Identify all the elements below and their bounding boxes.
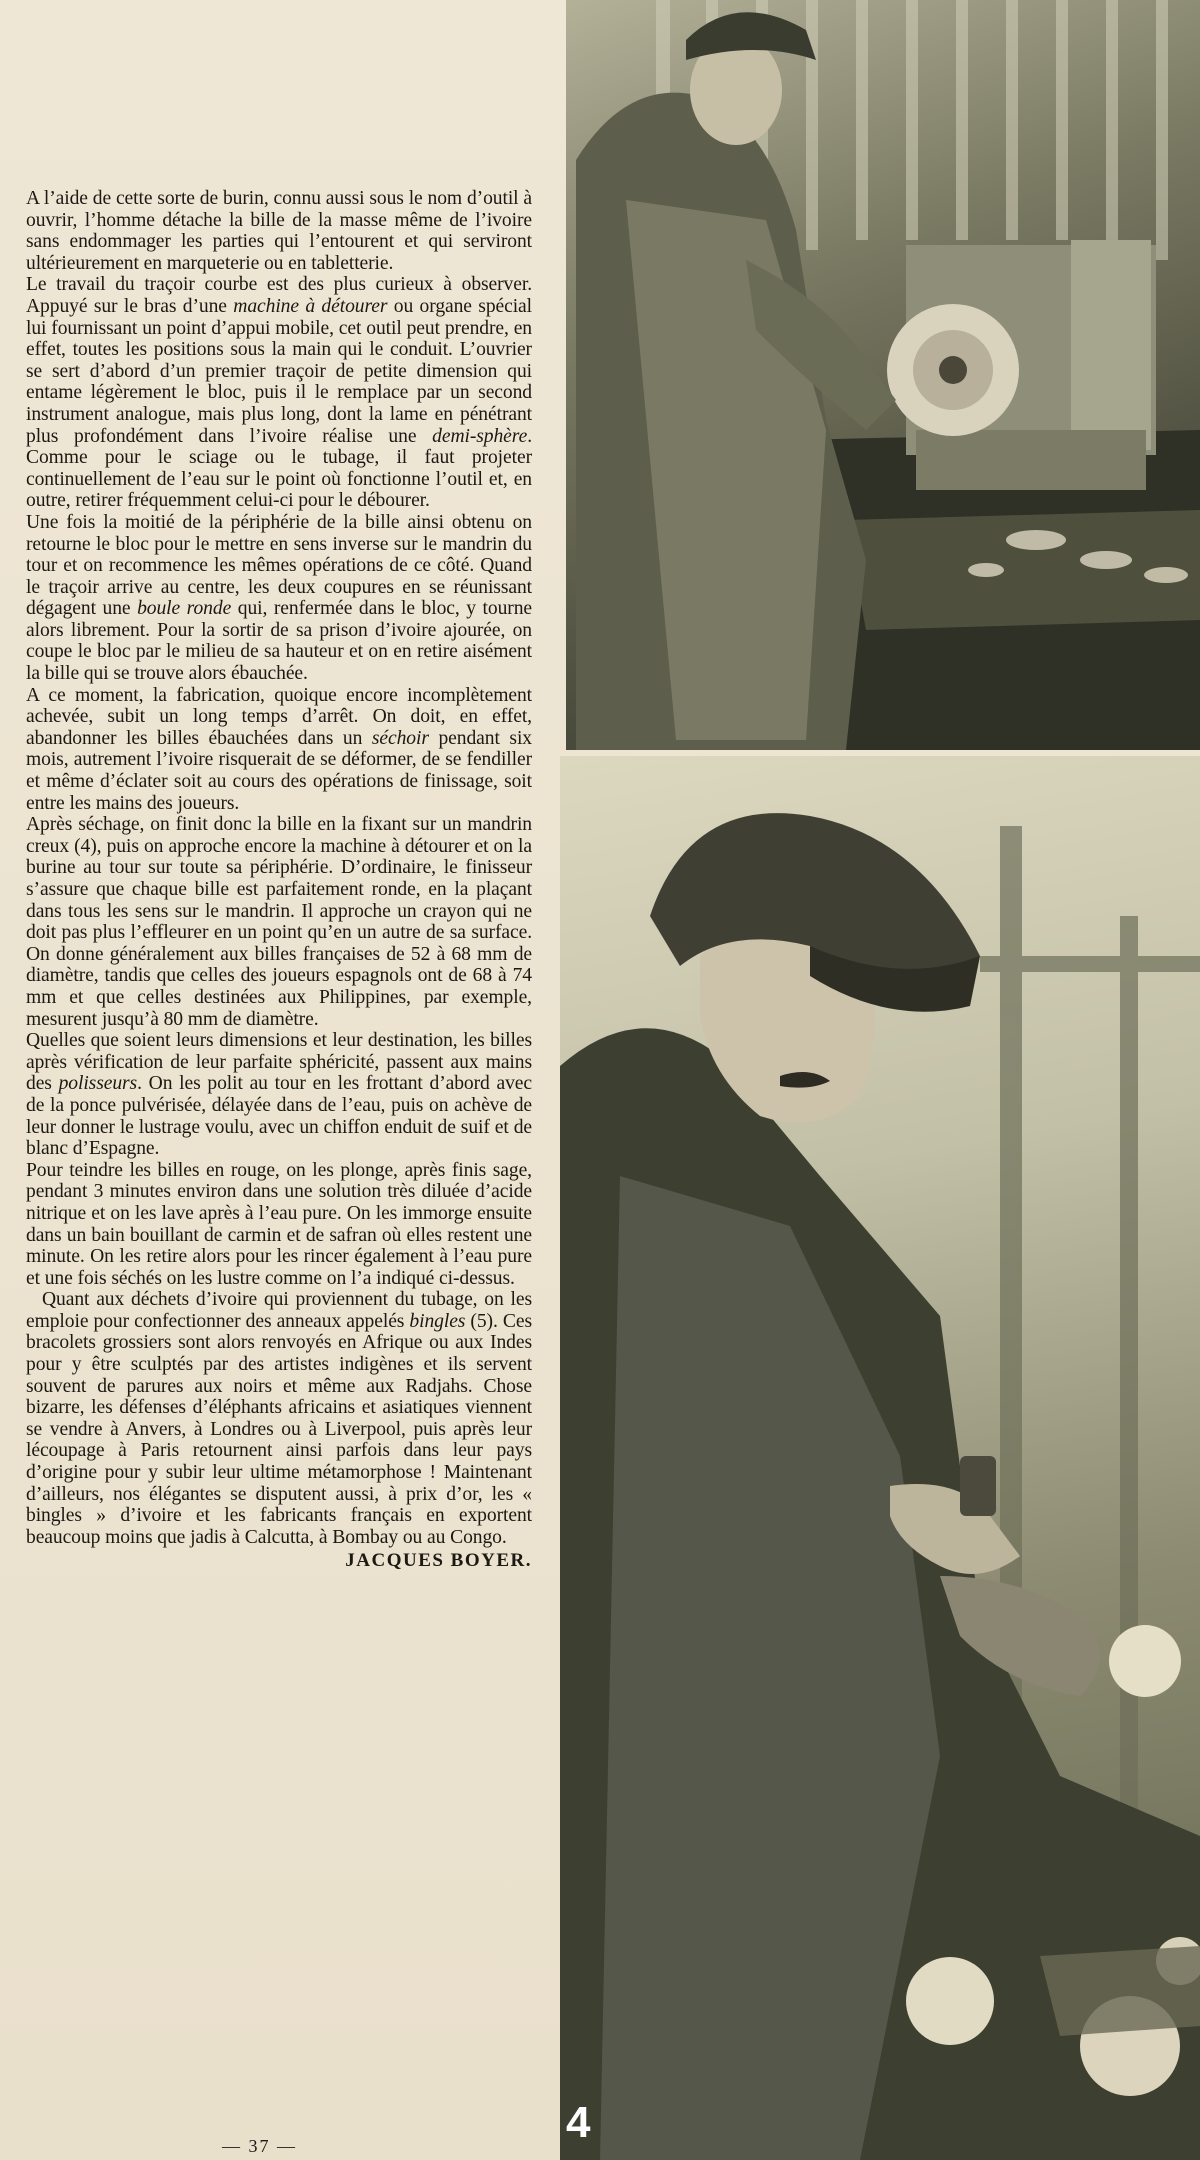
article-text-column	[26, 188, 532, 1572]
article-paragraph	[26, 685, 532, 815]
photo-worker-at-lathe	[566, 0, 1200, 750]
photo-polisher-closeup-image	[560, 756, 1200, 2160]
emphasized-term: demi-sphère	[432, 425, 528, 447]
paragraph-text: Une fois la moitié de la périphérie de la bille ainsi obtenu on retourne le bloc pour le mettre en sens inverse sur le mandrin du tour et on recommence les mêmes opérations de ce côté. Quand le traçoir arrive au centre, les deux coupures en se réunissant dégagent une	[26, 511, 532, 620]
paragraph-text: qui, renfermée dans le bloc, y tourne alors librement. Pour la sortir de sa prison d’ivoire ajourée, on coupe le bloc par le milieu de sa hauteur et on en retire aisément la bille qui se trouve alors ébauchée.	[26, 598, 532, 685]
emphasized-term: machine à détourer	[233, 295, 388, 317]
paragraph-text: Le travail du traçoir courbe est des plus curieux à observer. Appuyé sur le bras d’une	[26, 274, 532, 317]
paragraph-text: A l’aide de cette sorte de burin, connu aussi sous le nom d’outil à ouvrir, l’homme détache la bille de la masse même de l’ivoire sans endommager les parties qui l’entourent et qui serviront ultérieurement en marqueterie ou en tabletterie.	[26, 188, 532, 274]
paragraph-text: Quelles que soient leurs dimensions et leur destination, les billes après vérification de leur parfaite sphéricité, passent aux mains des	[26, 1030, 532, 1095]
emphasized-term: bingles	[409, 1310, 466, 1332]
photo-polisher-closeup	[560, 756, 1200, 2160]
author-signature: JACQUES BOYER.	[345, 1550, 532, 1572]
article-paragraph	[26, 1030, 532, 1160]
article-paragraph	[26, 1160, 532, 1290]
emphasized-term: boule ronde	[137, 598, 232, 620]
paragraph-text: Quant aux déchets d’ivoire qui proviennent du tubage, on les emploie pour confectionner des anneaux appelés	[26, 1289, 532, 1332]
paragraph-text: Pour teindre les billes en rouge, on les plonge, après finis sage, pendant 3 minutes environ dans une solution très diluée d’acide nitrique et on les lave après à l’eau pure. On les immorge ensuite dans un bain bouillant de carmin et de safran où elles restent une minute. On les retire alors pour les rincer également à l’eau pure et une fois séchés on les lustre comme on l’a indiqué ci-dessus.	[26, 1159, 532, 1289]
paragraph-text: (5). Ces bracolets grossiers sont alors renvoyés en Afrique ou aux Indes pour y être sculptés par des artistes indigènes et ils servent souvent de parures aux noirs et même aux Radjahs. Chose bizarre, les défenses d’éléphants africains et asiatiques viennent se vendre à Anvers, à Londres ou à Liverpool, puis après leur lécoupage à Paris retournent ainsi parfois dans leur pays d’origine pour y subir leur ultime métamorphose ! Maintenant d’ailleurs, nos élégantes se disputent aussi, à prix d’or, les « bingles » d’ivoire et les fabricants français en exportent beaucoup moins que jadis à Calcutta, à Bombay ou au Congo.	[26, 1310, 532, 1548]
figure-number: 4	[566, 2098, 591, 2147]
paragraph-text: ou organe spécial lui fournissant un point d’appui mobile, cet outil peut prendre, en effet, toutes les positions sous la main qui le conduit. L’ouvrier se sert d’abord d’un premier traçoir de petite dimension qui entame légèrement le bloc, puis il le remplace par un second instrument analogue, mais plus long, dont la lame en pénétrant plus profondément dans l’ivoire réalise une	[26, 295, 532, 447]
article-paragraph	[26, 274, 532, 512]
page-number: — 37 —	[222, 2136, 297, 2156]
paragraph-text: Après séchage, on finit donc la bille en la fixant sur un mandrin creux (4), puis on approche encore la machine à détourer et on la burine au tour sur toute sa périphérie. D’ordinaire, le finisseur s’assure que chaque bille est parfaitement ronde, en la plaçant dans tous les sens sur le mandrin. Il approche un crayon qui ne doit pas plus l’effleurer en un point qu’en un autre de sa surface. On donne généralement aux billes françaises de 52 à 68 mm de diamètre, tandis que celles des joueurs espagnols ont de 68 à 74 mm et que celles destinées aux Philippines, par exemple, mesurent jusqu’à 80 mm de diamètre.	[26, 814, 532, 1030]
paragraph-text: . On les polit au tour en les frottant d’abord avec de la ponce pulvérisée, délayée dans de l’eau, puis on achève de leur donner le lustrage voulu, avec un chiffon enduit de suif et de blanc d’Espagne.	[26, 1073, 532, 1160]
emphasized-term: séchoir	[371, 727, 429, 749]
emphasized-term: polisseurs	[58, 1073, 138, 1095]
photo-worker-at-lathe-image	[566, 0, 1200, 750]
article-paragraph	[26, 512, 532, 685]
article-paragraph	[26, 188, 532, 274]
article-paragraph	[26, 1289, 532, 1548]
paragraph-text: pendant six mois, autrement l’ivoire risquerait de se déformer, de se fendiller et même d’éclater soit au cours des opérations de finissage, soit entre les mains des joueurs.	[26, 727, 532, 814]
paragraph-text: . Comme pour le sciage ou le tubage, il faut projeter continuellement de l’eau sur le point où fonctionne l’outil et, en outre, retirer fréquemment celui-ci pour le débourer.	[26, 425, 532, 512]
paragraph-text: A ce moment, la fabrication, quoique encore incomplètement achevée, subit un long temps d’arrêt. On doit, en effet, abandonner les billes ébauchées dans un	[26, 684, 532, 749]
article-paragraph	[26, 814, 532, 1030]
